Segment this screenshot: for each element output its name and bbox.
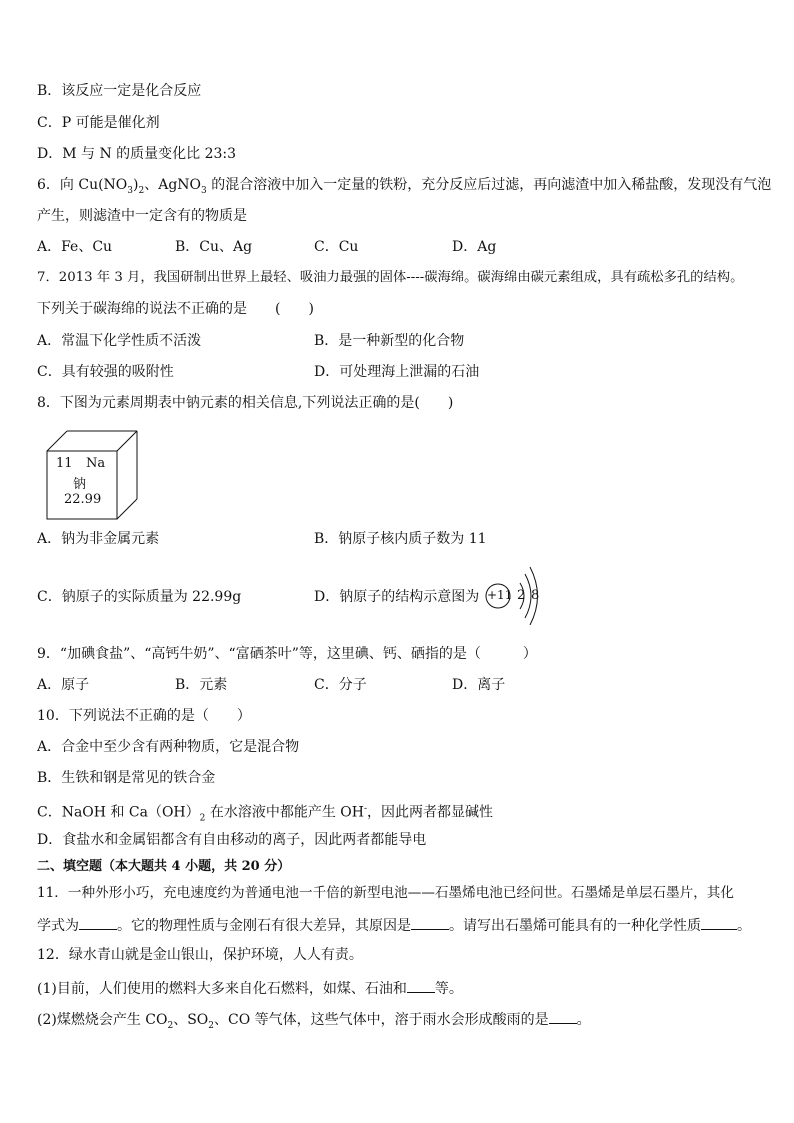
q11-blank-chemical-property[interactable]	[701, 915, 737, 930]
q8-option-a: A．钠为非金属元素	[37, 531, 160, 547]
q11-blank-formula[interactable]	[79, 915, 117, 930]
q5-option-d: D．M 与 N 的质量变化比 23:3	[37, 146, 237, 162]
q8-option-d: D．钠原子的结构示意图为	[314, 589, 480, 605]
atom-shell1-electrons: 2	[517, 588, 526, 603]
cube-atomic-mass: 22.99	[64, 492, 102, 507]
q6-stem-line2: 产生，则滤渣中一定含有的物质是	[37, 208, 247, 224]
q6-option-c: C．Cu	[314, 239, 359, 255]
atom-nucleus-charge: +11	[487, 588, 513, 602]
q12-stem: 12．绿水青山就是金山银山，保护环境，人人有责。	[37, 947, 363, 963]
q9-option-b: B．元素	[175, 677, 228, 693]
q10-option-a: A．合金中至少含有两种物质，它是混合物	[37, 739, 300, 755]
q9-option-d: D．离子	[452, 677, 506, 693]
q10-option-c: C．NaOH 和 $Ca(OH)_2$ 在水溶液中都能产生 OH-，因此两者都显碱性	[37, 804, 494, 824]
q11-blank-reason[interactable]	[411, 915, 449, 930]
q11-stem-line1: 11．一种外形小巧，充电速度约为普通电池一千倍的新型电池——石墨烯电池已经问世。石墨烯是单层石墨片，其化	[37, 885, 734, 901]
q7-option-d: D．可处理海上泄漏的石油	[314, 364, 480, 380]
q6-stem-line1: 6．向 $Cu(NO_3)_2$、AgNO$_3$ 的混合溶液中加入一定量的铁粉，充分反应后过滤，再向滤渣中加入稀盐酸，发现没有气泡	[37, 177, 772, 196]
q5-option-c: C．P 可能是催化剂	[37, 115, 160, 131]
q6-option-d: D．Ag	[452, 239, 497, 255]
cube-element-symbol: Na	[86, 456, 106, 471]
sodium-atom-structure-diagram	[480, 565, 560, 625]
q5-option-b: B．该反应一定是化合反应	[37, 83, 202, 99]
q12-part1: (1)目前，人们使用的燃料大多来自化石燃料，如煤、石油和 等。	[37, 978, 463, 998]
q12-part2: (2)煤燃烧会产生 $CO_2$、$SO_2$、CO 等气体，这些气体中，溶于雨水会形成酸雨的是 。	[37, 1009, 591, 1035]
q11-stem-line2: 学式为 。它的物理性质与金刚石有很大差异，其原因是 。请写出石墨烯可能具有的一种化学性质 。	[37, 915, 751, 935]
q10-stem: 10．下列说法不正确的是（ ）	[37, 708, 251, 724]
q12-blank-acid-rain-gas[interactable]	[549, 1009, 577, 1024]
q7-stem-line1: 7．2013 年 3 月，我国研制出世界上最轻、吸油力最强的固体----碳海绵。碳海绵由碳元素组成，具有疏松多孔的结构。	[37, 270, 744, 285]
q8-stem: 8．下图为元素周期表中钠元素的相关信息,下列说法正确的是( )	[37, 395, 454, 411]
q12-blank-fossil-fuel[interactable]	[407, 978, 435, 993]
sodium-element-cube-figure	[46, 430, 141, 520]
cube-element-name: 钠	[73, 477, 87, 492]
q6-option-a: A．Fe、Cu	[37, 239, 113, 255]
cube-atomic-number: 11	[56, 456, 73, 471]
q8-option-b: B．钠原子核内质子数为 11	[314, 531, 487, 547]
atom-shell2-electrons: 8	[531, 588, 540, 603]
q9-stem: 9．“加碘食盐”、“高钙牛奶”、“富硒茶叶”等，这里碘、钙、硒指的是（ ）	[37, 646, 537, 662]
q8-option-c: C．钠原子的实际质量为 22.99g	[37, 589, 242, 605]
q7-stem-line2: 下列关于碳海绵的说法不正确的是 ( )	[37, 301, 314, 317]
q7-option-b: B．是一种新型的化合物	[314, 333, 465, 349]
section-fill-in-heading: 二、填空题（本大题共 4 小题，共 20 分）	[37, 859, 291, 874]
q10-option-d: D．食盐水和金属铝都含有自由移动的离子，因此两者都能导电	[37, 832, 427, 848]
q7-option-c: C．具有较强的吸附性	[37, 364, 174, 380]
q6-option-b: B．Cu、Ag	[175, 239, 253, 255]
q7-option-a: A．常温下化学性质不活泼	[37, 333, 202, 349]
q10-option-b: B．生铁和钢是常见的铁合金	[37, 770, 216, 786]
q9-option-a: A．原子	[37, 677, 90, 693]
q9-option-c: C．分子	[314, 677, 367, 693]
